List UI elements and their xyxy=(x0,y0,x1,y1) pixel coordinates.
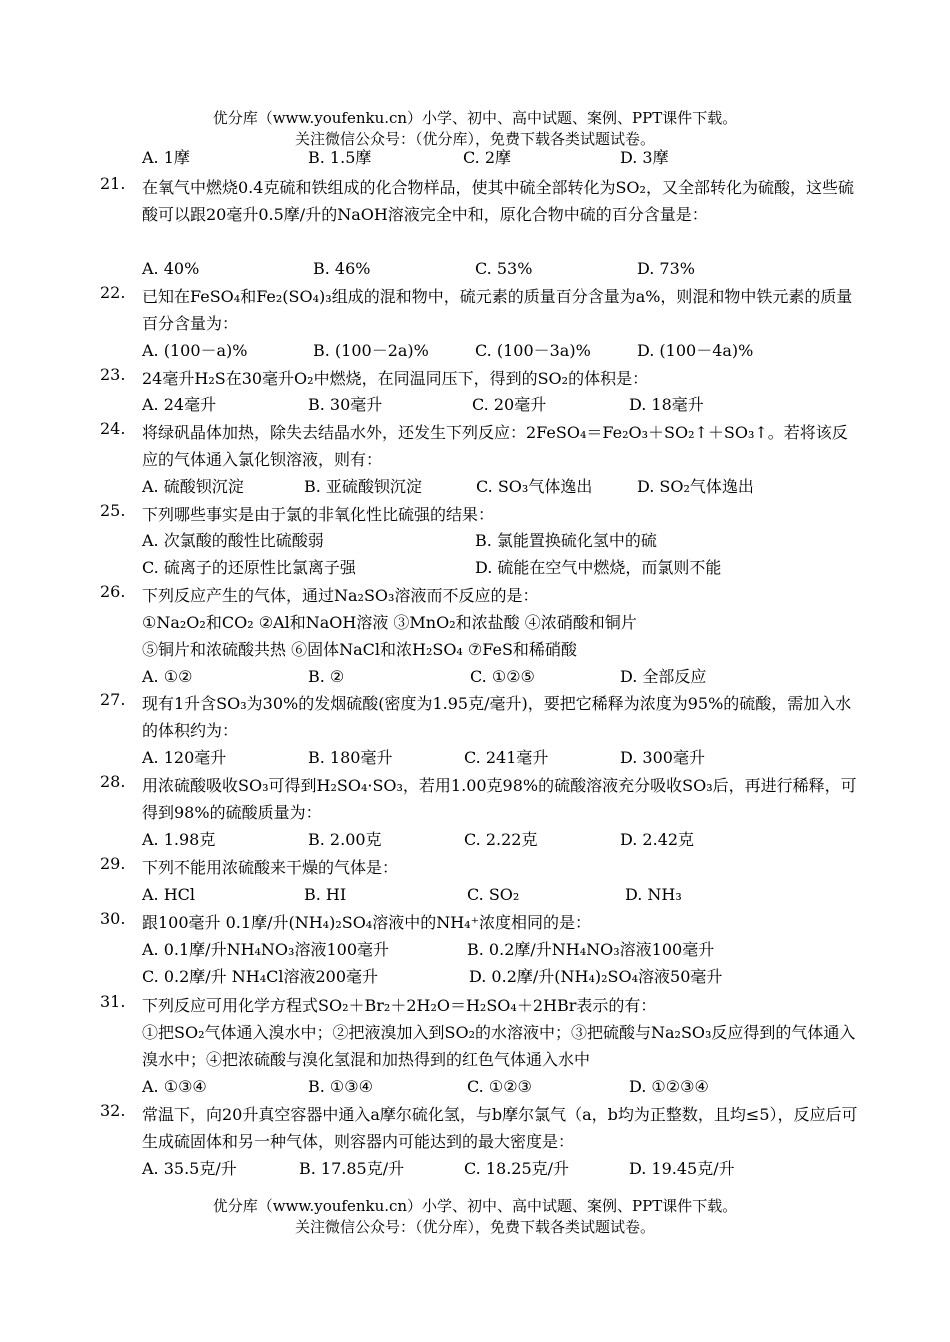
option-a: A. HCl xyxy=(142,885,196,904)
option-c: C. SO₃气体逸出 xyxy=(476,477,593,496)
question-stem: 下列反应产生的气体，通过Na₂SO₃溶液而不反应的是： xyxy=(142,586,539,605)
option-d: D. 300毫升 xyxy=(620,748,705,767)
option-d: D. SO₂气体逸出 xyxy=(637,477,754,496)
question-24 xyxy=(100,419,860,473)
question-21 xyxy=(100,174,860,228)
option-c: C. SO₂ xyxy=(467,885,520,904)
question-number: 24. xyxy=(100,419,126,438)
question-32 xyxy=(100,1101,860,1155)
option-c: C. 硫离子的还原性比氯离子强 xyxy=(142,558,356,577)
option-d: D. 全部反应 xyxy=(620,667,707,686)
question-stem: 将绿矾晶体加热，除失去结晶水外，还发生下列反应：2FeSO₄＝Fe₂O₃＋SO₂↑＋SO₃↑。若将该反应的气体通入氯化钡溶液，则有： xyxy=(142,423,848,469)
option-b: B. (100－2a)% xyxy=(313,341,429,360)
option-b: B. HI xyxy=(304,885,347,904)
question-stem: 已知在FeSO₄和Fe₂(SO₄)₃组成的混和物中，硫元素的质量百分含量为a%，则混和物中铁元素的质量百分含量为： xyxy=(142,287,853,333)
option-a: A. ①② xyxy=(142,667,193,686)
option-c: C. 20毫升 xyxy=(472,395,547,414)
option-b: B. 30毫升 xyxy=(308,395,383,414)
option-c: C. ①②③ xyxy=(467,1077,532,1096)
question-stem: 在氧气中燃烧0.4克硫和铁组成的化合物样品，使其中硫全部转化为SO₂，又全部转化为硫酸，这些硫酸可以跟20毫升0.5摩/升的NaOH溶液完全中和，原化合物中硫的百分含量是： xyxy=(142,178,854,224)
option-c: C. 53% xyxy=(475,259,533,278)
option-b: B. 亚硫酸钡沉淀 xyxy=(304,477,422,496)
footer-line-1: 优分库（www.youfenku.cn）小学、初中、高中试题、案例、PPT课件下载。 xyxy=(212,1197,738,1215)
option-b: B. 180毫升 xyxy=(308,748,393,767)
option-a: A. 硫酸钡沉淀 xyxy=(142,477,244,496)
option-a: A. (100－a)% xyxy=(142,341,248,360)
option-b: B. 2.00克 xyxy=(308,830,382,849)
q31-item-text: ①把SO₂气体通入溴水中；②把液溴加入到SO₂的水溶液中；③把硫酸与Na₂SO₃反应得到的气体通入溴水中；④把浓硫酸与溴化氢混和加热得到的红色气体通入水中 xyxy=(142,1023,856,1069)
option-a: A. ①③④ xyxy=(142,1077,207,1096)
question-31 xyxy=(100,992,860,1019)
q31-items xyxy=(100,1019,860,1073)
question-29 xyxy=(100,854,860,881)
option-a: A. 1摩 xyxy=(142,148,190,167)
question-stem: 跟100毫升 0.1摩/升(NH₄)₂SO₄溶液中的NH₄⁺浓度相同的是： xyxy=(142,913,592,932)
q26-item-line-2: ⑤铜片和浓硫酸共热 ⑥固体NaCl和浓H₂SO₄ ⑦FeS和稀硝酸 xyxy=(142,640,577,659)
option-a: A. 0.1摩/升NH₄NO₃溶液100毫升 xyxy=(142,940,390,959)
option-d: D. 73% xyxy=(637,259,695,278)
option-b: B. 0.2摩/升NH₄NO₃溶液100毫升 xyxy=(467,940,715,959)
question-stem: 下列不能用浓硫酸来干燥的气体是： xyxy=(142,858,399,877)
footer-line-2: 关注微信公众号：（优分库），免费下载各类试题试卷。 xyxy=(294,1218,655,1236)
question-stem: 现有1升含SO₃为30%的发烟硫酸(密度为1.95克/毫升)，要把它稀释为浓度为95%的硫酸，需加入水的体积约为： xyxy=(142,694,852,740)
header-line-2: 关注微信公众号：（优分库），免费下载各类试题试卷。 xyxy=(294,130,655,148)
option-b: B. ② xyxy=(308,667,345,686)
option-b: B. 氯能置换硫化氢中的硫 xyxy=(475,531,657,550)
question-number: 28. xyxy=(100,772,126,791)
option-c: C. 18.25克/升 xyxy=(464,1159,570,1178)
option-a: A. 1.98克 xyxy=(142,830,216,849)
option-b: B. 17.85克/升 xyxy=(299,1159,405,1178)
question-number: 31. xyxy=(100,992,126,1011)
option-d: D. NH₃ xyxy=(625,885,682,904)
option-a: A. 40% xyxy=(142,259,200,278)
option-d: D. 2.42克 xyxy=(620,830,695,849)
option-d: D. ①②③④ xyxy=(629,1077,709,1096)
question-number: 23. xyxy=(100,365,126,384)
question-number: 27. xyxy=(100,690,126,709)
option-c: C. ①②⑤ xyxy=(470,667,535,686)
question-number: 22. xyxy=(100,283,126,302)
option-d: D. 19.45克/升 xyxy=(629,1159,735,1178)
option-b: B. ①③④ xyxy=(308,1077,373,1096)
question-23 xyxy=(100,365,860,392)
option-c: C. 241毫升 xyxy=(464,748,549,767)
header-line-1: 优分库（www.youfenku.cn）小学、初中、高中试题、案例、PPT课件下载。 xyxy=(212,109,738,127)
question-30 xyxy=(100,909,860,936)
option-c: C. (100－3a)% xyxy=(475,341,591,360)
question-number: 29. xyxy=(100,854,126,873)
question-number: 30. xyxy=(100,909,126,928)
question-number: 25. xyxy=(100,501,126,520)
question-stem: 用浓硫酸吸收SO₃可得到H₂SO₄·SO₃，若用1.00克98%的硫酸溶液充分吸收SO₃后，再进行稀释，可得到98%的硫酸质量为： xyxy=(142,776,857,822)
question-25 xyxy=(100,501,860,528)
option-a: A. 35.5克/升 xyxy=(142,1159,237,1178)
question-stem: 24毫升H₂S在30毫升O₂中燃烧，在同温同压下，得到的SO₂的体积是： xyxy=(142,369,649,388)
question-number: 32. xyxy=(100,1101,126,1120)
option-a: A. 120毫升 xyxy=(142,748,227,767)
option-d: D. 0.2摩/升(NH₄)₂SO₄溶液50毫升 xyxy=(469,967,723,986)
option-c: C. 2摩 xyxy=(463,148,512,167)
question-stem: 下列哪些事实是由于氯的非氧化性比硫强的结果： xyxy=(142,505,495,524)
option-b: B. 1.5摩 xyxy=(308,148,372,167)
question-stem: 下列反应可用化学方程式SO₂＋Br₂＋2H₂O＝H₂SO₄＋2HBr表示的有： xyxy=(142,996,657,1015)
option-a: A. 次氯酸的酸性比硫酸弱 xyxy=(142,531,324,550)
option-a: A. 24毫升 xyxy=(142,395,217,414)
question-27 xyxy=(100,690,860,744)
option-c: C. 0.2摩/升 NH₄Cl溶液200毫升 xyxy=(142,967,379,986)
question-number: 26. xyxy=(100,582,126,601)
question-28 xyxy=(100,772,860,826)
option-d: D. 3摩 xyxy=(620,148,669,167)
option-d: D. 18毫升 xyxy=(629,395,704,414)
option-c: C. 2.22克 xyxy=(464,830,538,849)
question-number: 21. xyxy=(100,174,126,193)
option-d: D. 硫能在空气中燃烧，而氯则不能 xyxy=(475,558,722,577)
question-stem: 常温下，向20升真空容器中通入a摩尔硫化氢，与b摩尔氯气（a，b均为正整数，且均≤5），反应后可生成硫固体和另一种气体，则容器内可能达到的最大密度是： xyxy=(142,1105,858,1151)
question-22 xyxy=(100,283,860,337)
q26-item-line-1: ①Na₂O₂和CO₂ ②Al和NaOH溶液 ③MnO₂和浓盐酸 ④浓硝酸和铜片 xyxy=(142,613,637,632)
question-26 xyxy=(100,582,860,609)
option-d: D. (100－4a)% xyxy=(637,341,754,360)
option-b: B. 46% xyxy=(313,259,371,278)
